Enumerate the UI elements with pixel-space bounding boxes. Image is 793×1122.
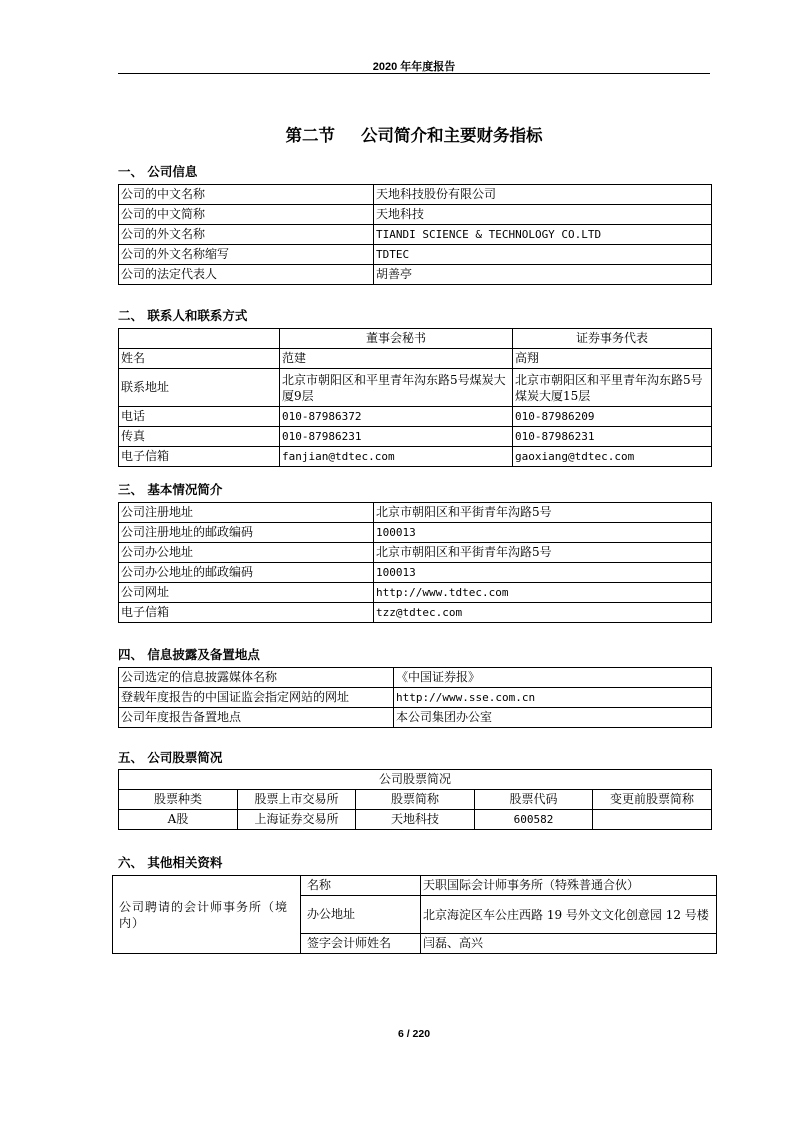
table-row	[113, 876, 717, 896]
table-cell: 公司的外文名称缩写	[119, 245, 374, 265]
table-cell: 天职国际会计师事务所（特殊普通合伙）	[421, 876, 717, 896]
table-cell	[119, 329, 280, 349]
table-cell: fanjian@tdtec.com	[280, 447, 513, 467]
contacts-table	[118, 328, 712, 467]
table-row	[119, 369, 712, 407]
header-divider	[118, 73, 710, 74]
table-cell: 公司选定的信息披露媒体名称	[119, 668, 394, 688]
column-header: 股票种类	[119, 790, 238, 810]
table-header-row	[119, 329, 712, 349]
column-header: 董事会秘书	[280, 329, 513, 349]
table-cell: 高翔	[513, 349, 712, 369]
table-cell: 公司办公地址的邮政编码	[119, 563, 374, 583]
table-cell: 公司办公地址	[119, 543, 374, 563]
table-row	[119, 688, 712, 708]
column-header: 证券事务代表	[513, 329, 712, 349]
table-cell: 传真	[119, 427, 280, 447]
table-cell: 天地科技	[356, 810, 475, 830]
table-row	[119, 185, 712, 205]
table-cell: 北京市朝阳区和平街青年沟路5号	[374, 503, 712, 523]
table-cell: 北京海淀区车公庄西路 19 号外文文化创意园 12 号楼	[421, 896, 717, 934]
auditor-table	[112, 875, 717, 954]
table-row	[119, 265, 712, 285]
table-row	[119, 583, 712, 603]
table-cell: 签字会计师姓名	[301, 934, 421, 954]
table-cell: 100013	[374, 563, 712, 583]
table-row	[119, 427, 712, 447]
column-header: 变更前股票简称	[593, 790, 712, 810]
table-cell: 姓名	[119, 349, 280, 369]
table-cell: tzz@tdtec.com	[374, 603, 712, 623]
table-row	[119, 225, 712, 245]
table-title: 公司股票简况	[119, 770, 712, 790]
title-section-name: 公司简介和主要财务指标	[361, 126, 543, 145]
table-row	[119, 810, 712, 830]
column-header: 股票上市交易所	[238, 790, 356, 810]
table-cell: http://www.sse.com.cn	[394, 688, 712, 708]
table-cell: 《中国证券报》	[394, 668, 712, 688]
table-cell: 办公地址	[301, 896, 421, 934]
section-heading-other-info: 六、 其他相关资料	[118, 855, 223, 870]
table-cell: 公司年度报告备置地点	[119, 708, 394, 728]
section-heading-stock: 五、 公司股票简况	[118, 750, 223, 765]
stock-table	[118, 769, 712, 830]
auditor-group-label: 公司聘请的会计师事务所（境内）	[113, 876, 301, 954]
table-cell: 北京市朝阳区和平里青年沟东路5号煤炭大厦9层	[280, 369, 513, 407]
table-row	[119, 349, 712, 369]
section-heading-disclosure: 四、 信息披露及备置地点	[118, 647, 260, 662]
table-row	[119, 447, 712, 467]
basic-info-table	[118, 502, 712, 623]
table-cell: 600582	[475, 810, 593, 830]
table-cell: 电话	[119, 407, 280, 427]
table-cell: 公司的中文名称	[119, 185, 374, 205]
column-header: 股票代码	[475, 790, 593, 810]
table-cell: 100013	[374, 523, 712, 543]
running-header: 2020 年年度报告	[372, 61, 456, 73]
table-cell: TIANDI SCIENCE & TECHNOLOGY CO.LTD	[374, 225, 712, 245]
table-row	[119, 668, 712, 688]
table-cell: 北京市朝阳区和平街青年沟路5号	[374, 543, 712, 563]
title-section-number: 第二节	[285, 126, 335, 145]
column-header: 股票简称	[356, 790, 475, 810]
section-heading-company-info: 一、 公司信息	[118, 164, 198, 179]
table-cell: 010-87986372	[280, 407, 513, 427]
table-title-row	[119, 770, 712, 790]
table-cell: 010-87986231	[280, 427, 513, 447]
table-cell: 联系地址	[119, 369, 280, 407]
table-row	[119, 543, 712, 563]
table-row	[119, 503, 712, 523]
table-cell: 公司的法定代表人	[119, 265, 374, 285]
table-cell: 010-87986209	[513, 407, 712, 427]
table-cell: 闫磊、高兴	[421, 934, 717, 954]
table-cell: 公司的外文名称	[119, 225, 374, 245]
section-heading-basic-info: 三、 基本情况简介	[118, 482, 223, 497]
table-cell: http://www.tdtec.com	[374, 583, 712, 603]
table-cell: 上海证券交易所	[238, 810, 356, 830]
table-row	[119, 603, 712, 623]
company-info-table	[118, 184, 712, 285]
table-row	[119, 708, 712, 728]
page-number: 6 / 220	[397, 1028, 431, 1040]
table-cell: 电子信箱	[119, 603, 374, 623]
table-cell: 北京市朝阳区和平里青年沟东路5号煤炭大厦15层	[513, 369, 712, 407]
table-cell: 胡善亭	[374, 265, 712, 285]
table-cell: 010-87986231	[513, 427, 712, 447]
table-cell: gaoxiang@tdtec.com	[513, 447, 712, 467]
table-cell: 名称	[301, 876, 421, 896]
table-cell: 公司的中文简称	[119, 205, 374, 225]
table-cell: 公司注册地址的邮政编码	[119, 523, 374, 543]
table-cell: 公司网址	[119, 583, 374, 603]
section-heading-contacts: 二、 联系人和联系方式	[118, 308, 248, 323]
page-title	[118, 122, 710, 146]
table-header-row	[119, 790, 712, 810]
table-row	[119, 245, 712, 265]
table-row	[119, 407, 712, 427]
table-row	[119, 563, 712, 583]
table-cell	[593, 810, 712, 830]
table-cell: 电子信箱	[119, 447, 280, 467]
table-cell: 公司注册地址	[119, 503, 374, 523]
table-cell: 天地科技股份有限公司	[374, 185, 712, 205]
disclosure-table	[118, 667, 712, 728]
table-cell: TDTEC	[374, 245, 712, 265]
table-row	[119, 523, 712, 543]
table-cell: A股	[119, 810, 238, 830]
table-cell: 本公司集团办公室	[394, 708, 712, 728]
table-cell: 天地科技	[374, 205, 712, 225]
table-row	[119, 205, 712, 225]
table-cell: 登载年度报告的中国证监会指定网站的网址	[119, 688, 394, 708]
table-cell: 范建	[280, 349, 513, 369]
